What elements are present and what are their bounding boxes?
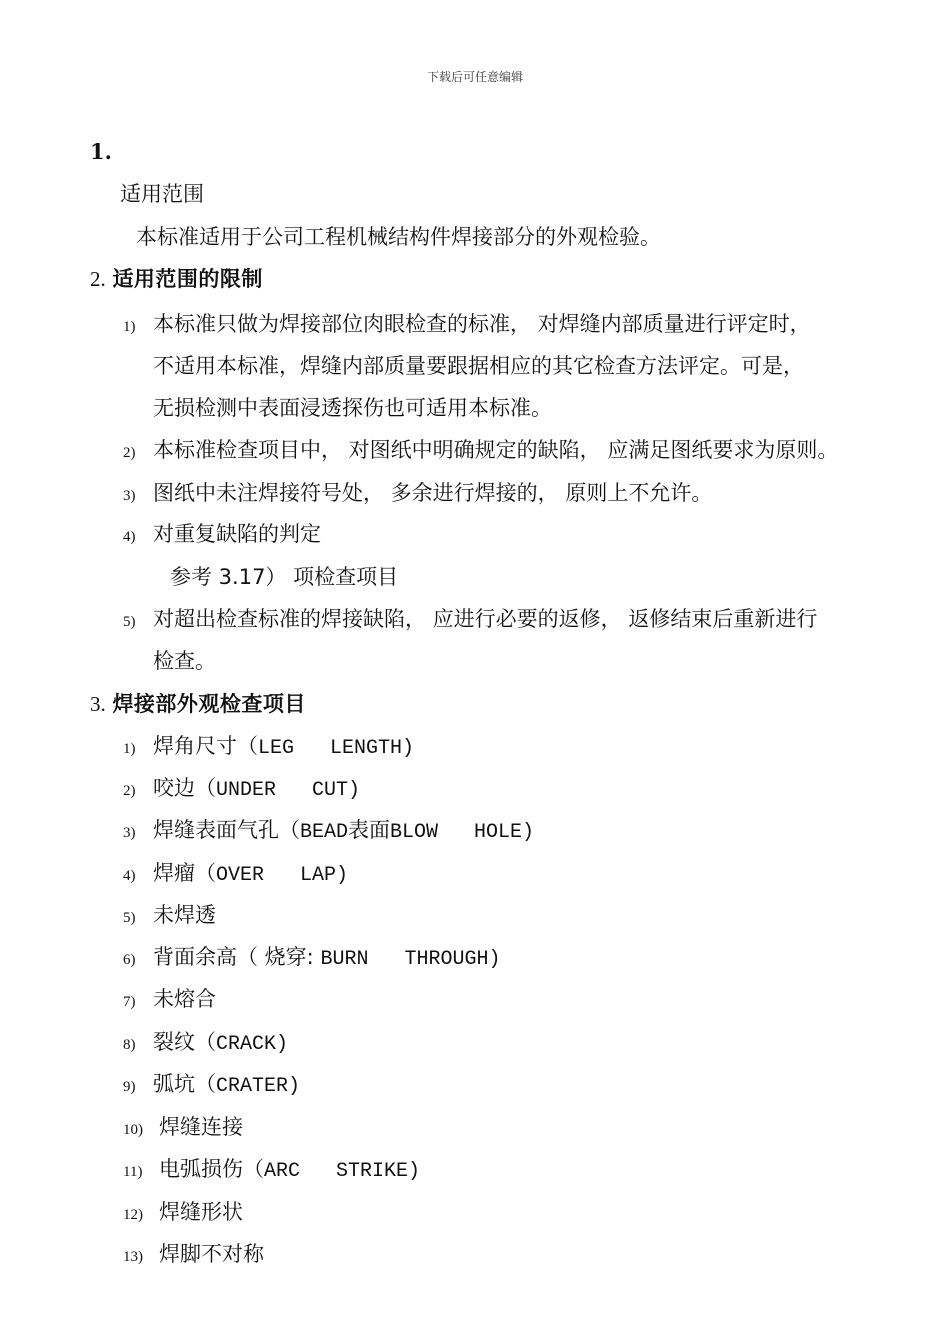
section-1-title: 适用范围: [120, 182, 204, 206]
item-english: BURN THROUGH): [320, 948, 501, 971]
list-item: [123, 310, 811, 341]
item-text: 焊脚不对称: [159, 1242, 264, 1266]
item-text: 图纸中未注焊接符号处， 多余进行焊接的， 原则上不允许。: [153, 481, 713, 505]
list-item: [123, 985, 216, 1016]
item-index: 1): [123, 319, 136, 335]
list-item: [123, 1155, 420, 1186]
item-text: 焊角尺寸（: [153, 734, 258, 758]
item-index: 2): [123, 445, 136, 461]
list-item: [123, 943, 500, 974]
section-1-body: 本标准适用于公司工程机械结构件焊接部分的外观检验。: [136, 225, 661, 249]
item-index: 1): [123, 741, 136, 757]
item-index: 12): [123, 1207, 143, 1223]
item-text: 焊瘤（: [153, 861, 216, 885]
list-item: [123, 479, 712, 510]
section-1-number: 1.: [90, 139, 112, 164]
item-index: 10): [123, 1122, 143, 1138]
list-item: [123, 901, 216, 932]
item-text: 咬边（: [153, 776, 216, 800]
item-index: 6): [123, 952, 136, 968]
item-text-continued: 不适用本标准，焊缝内部质量要跟据相应的其它检查方法评定。可是，: [153, 354, 804, 378]
list-item: [123, 520, 321, 551]
item-text: 对超出检查标准的焊接缺陷， 应进行必要的返修， 返修结束后重新进行: [153, 607, 818, 631]
item-english: CRACK): [216, 1033, 289, 1056]
section-2-title: 适用范围的限制: [112, 267, 263, 291]
item-english: ARC STRIKE): [264, 1160, 421, 1183]
item-index: 13): [123, 1249, 143, 1265]
list-item: [123, 816, 534, 847]
item-text: 弧坑（: [153, 1072, 216, 1096]
item-index: 3): [123, 825, 136, 841]
list-item: [123, 1198, 243, 1229]
item-text: 裂纹（: [153, 1030, 216, 1054]
list-item: [123, 732, 414, 763]
list-item: [123, 859, 348, 890]
list-item: [123, 1113, 243, 1144]
item-index: 5): [123, 910, 136, 926]
item-index: 11): [123, 1164, 143, 1180]
list-item: [123, 605, 817, 636]
item-index: 2): [123, 783, 136, 799]
item-text: 电弧损伤（: [159, 1157, 264, 1181]
item-text: 焊缝连接: [159, 1115, 243, 1139]
item-text: 本标准只做为焊接部位肉眼检查的标准， 对焊缝内部质量进行评定时，: [153, 312, 811, 336]
item-text: 本标准检查项目中， 对图纸中明确规定的缺陷， 应满足图纸要求为原则。: [153, 438, 839, 462]
reference-note: 参考 3.17） 项检查项目: [170, 565, 399, 589]
item-english: BEAD: [300, 821, 349, 844]
item-text-continued: 无损检测中表面浸透探伤也可适用本标准。: [153, 396, 552, 420]
list-item: [123, 1240, 264, 1271]
section-2-number: 2.: [90, 267, 106, 291]
item-text: 背面余高（ 烧穿:: [153, 945, 314, 969]
item-text-continued: 检查。: [153, 649, 216, 673]
item-text: 焊缝表面气孔（: [153, 818, 300, 842]
item-english: UNDER CUT): [216, 779, 361, 802]
list-item: [123, 1028, 288, 1059]
item-text: 表面: [348, 818, 391, 842]
list-item: [123, 774, 360, 805]
item-english: BLOW HOLE): [390, 821, 535, 844]
item-text: 未焊透: [153, 903, 216, 927]
section-3-title: 焊接部外观检查项目: [112, 692, 306, 716]
page-header: 下载后可任意编辑: [426, 70, 523, 84]
section-3-number: 3.: [90, 692, 106, 716]
item-text: 未熔合: [153, 987, 216, 1011]
item-index: 5): [123, 614, 136, 630]
item-english: CRATER): [216, 1075, 301, 1098]
item-index: 3): [123, 488, 136, 504]
item-index: 9): [123, 1079, 136, 1095]
section-3-heading: [90, 690, 306, 718]
item-index: 4): [123, 868, 136, 884]
item-index: 4): [123, 529, 136, 545]
item-english: LEG LENGTH): [258, 737, 415, 760]
item-index: 7): [123, 994, 136, 1010]
item-english: OVER LAP): [216, 864, 349, 887]
item-text: 对重复缺陷的判定: [153, 522, 321, 546]
item-text: 焊缝形状: [159, 1200, 243, 1224]
list-item: [123, 1070, 300, 1101]
section-2-heading: [90, 265, 263, 293]
list-item: [123, 436, 838, 467]
item-index: 8): [123, 1037, 136, 1053]
